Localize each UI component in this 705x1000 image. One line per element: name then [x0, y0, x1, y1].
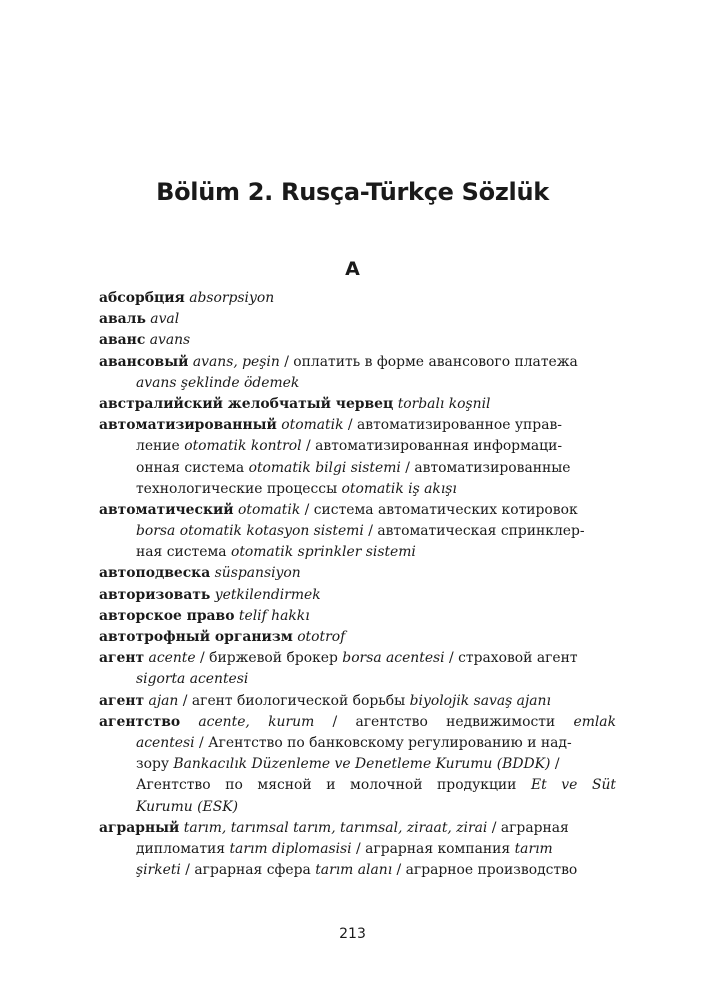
- headword: аванс: [99, 332, 146, 349]
- turkish-translation: Bankacılık Düzenleme ve Denetleme Kurumu (BDDK): [173, 756, 551, 773]
- entry-line: [99, 691, 616, 712]
- entry-line: [99, 648, 616, 669]
- turkish-translation: absorpsiyon: [189, 290, 275, 306]
- turkish-translation: tarım, tarımsal tarım, tarımsal, ziraat, zirai: [183, 819, 488, 836]
- headword: агентство: [99, 713, 181, 730]
- turkish-translation: otomatik: [281, 417, 344, 434]
- russian-text: ная система: [136, 544, 231, 561]
- dictionary-entries: [99, 288, 616, 881]
- entry-line: [99, 733, 616, 754]
- entry-line: [99, 288, 616, 309]
- headword: авансовый: [99, 353, 189, 370]
- turkish-translation: yetkilendirmek: [214, 586, 321, 603]
- russian-text: технологические процессы: [136, 480, 342, 497]
- headword: аграрный: [99, 819, 180, 836]
- russian-text: / биржевой брокер: [195, 650, 343, 667]
- turkish-translation: süspansiyon: [214, 565, 301, 582]
- turkish-translation: torbalı koşnil: [397, 395, 491, 412]
- turkish-translation: avans, peşin: [192, 353, 280, 370]
- entry-line: [99, 500, 616, 521]
- entry-line: [99, 669, 616, 690]
- russian-text: / аграрная компания: [351, 840, 515, 857]
- turkish-translation: tarım alanı: [315, 862, 393, 879]
- headword: аваль: [99, 311, 146, 328]
- turkish-translation: otomatik sprinkler sistemi: [230, 544, 416, 561]
- turkish-translation: ajan: [148, 692, 179, 709]
- headword: австралийский желобчатый червец: [99, 395, 394, 412]
- turkish-translation: otomatik: [238, 501, 301, 518]
- russian-text: / Агентство по банковскому регулированию и над-: [194, 734, 572, 751]
- turkish-translation: otomatik bilgi sistemi: [248, 459, 401, 476]
- entry-line: [99, 860, 616, 881]
- entry-line: [99, 352, 616, 373]
- entry-line: [99, 754, 616, 775]
- russian-text: / автоматическая спринклер-: [363, 523, 585, 540]
- russian-text: дипломатия: [136, 840, 230, 857]
- entry-line: [99, 415, 616, 436]
- entry-line: [99, 818, 616, 839]
- turkish-translation: acentesi: [136, 734, 195, 751]
- turkish-translation: Kurumu (ESK): [136, 798, 239, 815]
- russian-text: / страховой агент: [444, 650, 578, 667]
- russian-text: / аграрная: [487, 819, 569, 836]
- headword: автотрофный организм: [99, 629, 293, 645]
- headword: абсорбция: [99, 290, 185, 306]
- russian-text: / автоматизированное управ-: [343, 417, 562, 434]
- turkish-translation: borsa acentesi: [342, 650, 445, 667]
- russian-text: Агентство по мясной и молочной продукции: [136, 777, 531, 794]
- entry-line: [99, 712, 616, 733]
- russian-text: /: [550, 756, 560, 773]
- entry-line: [99, 479, 616, 500]
- turkish-translation: tarım: [514, 840, 553, 857]
- chapter-title: Bölüm 2. Rusça-Türkçe Sözlük: [156, 178, 549, 206]
- turkish-translation: otomatik iş akışı: [341, 480, 457, 497]
- russian-text: / аграрное производство: [392, 862, 578, 879]
- entry-line: [99, 839, 616, 860]
- turkish-translation: ototrof: [297, 629, 346, 645]
- turkish-translation: acente, kurum: [198, 713, 315, 730]
- headword: автоматизированный: [99, 417, 277, 434]
- turkish-translation: acente: [148, 650, 196, 667]
- turkish-translation: Et ve Süt: [531, 777, 616, 794]
- entry-line: [99, 585, 616, 606]
- entry-line: [99, 775, 616, 796]
- entry-line: [99, 542, 616, 563]
- section-letter-heading: А: [345, 258, 360, 280]
- russian-text: / автоматизированная информаци-: [301, 438, 563, 455]
- russian-text: / оплатить в форме авансового платежа: [279, 353, 578, 370]
- entry-line: [99, 394, 616, 415]
- headword: агент: [99, 650, 145, 667]
- turkish-translation: şirketi: [136, 862, 181, 879]
- entry-line: [99, 330, 616, 351]
- russian-text: [180, 714, 198, 730]
- russian-text: / автоматизированные: [400, 459, 571, 476]
- entry-line: [99, 458, 616, 479]
- entry-line: [99, 563, 616, 584]
- entry-line: [99, 373, 616, 394]
- entry-line: [99, 436, 616, 457]
- entry-line: [99, 606, 616, 627]
- turkish-translation: aval: [150, 311, 180, 328]
- turkish-translation: otomatik kontrol: [184, 438, 302, 455]
- russian-text: / агентство недвижимости: [314, 713, 574, 730]
- headword: авторизовать: [99, 586, 211, 603]
- page-number: 213: [339, 926, 366, 942]
- entry-line: [99, 797, 616, 818]
- entry-line: [99, 309, 616, 330]
- headword: автоподвеска: [99, 565, 211, 582]
- headword: авторское право: [99, 607, 235, 624]
- turkish-translation: sigorta acentesi: [136, 671, 249, 688]
- turkish-translation: tarım diplomasisi: [229, 840, 352, 857]
- headword: агент: [99, 692, 145, 709]
- russian-text: ление: [136, 438, 185, 455]
- turkish-translation: avans şeklinde ödemek: [136, 374, 300, 391]
- turkish-translation: biyolojik savaş ajanı: [409, 692, 551, 709]
- entry-line: [99, 521, 616, 542]
- turkish-translation: telif hakkı: [238, 607, 310, 624]
- russian-text: / система автоматических котировок: [300, 501, 578, 518]
- turkish-translation: emlak: [573, 713, 616, 730]
- russian-text: онная система: [136, 459, 249, 476]
- headword: автоматический: [99, 501, 234, 518]
- russian-text: / агент биологической борьбы: [178, 692, 410, 709]
- turkish-translation: avans: [149, 332, 191, 349]
- russian-text: зору: [136, 756, 174, 773]
- entry-line: [99, 627, 616, 648]
- russian-text: / аграрная сфера: [180, 862, 316, 879]
- turkish-translation: borsa otomatik kotasyon sistemi: [136, 523, 364, 540]
